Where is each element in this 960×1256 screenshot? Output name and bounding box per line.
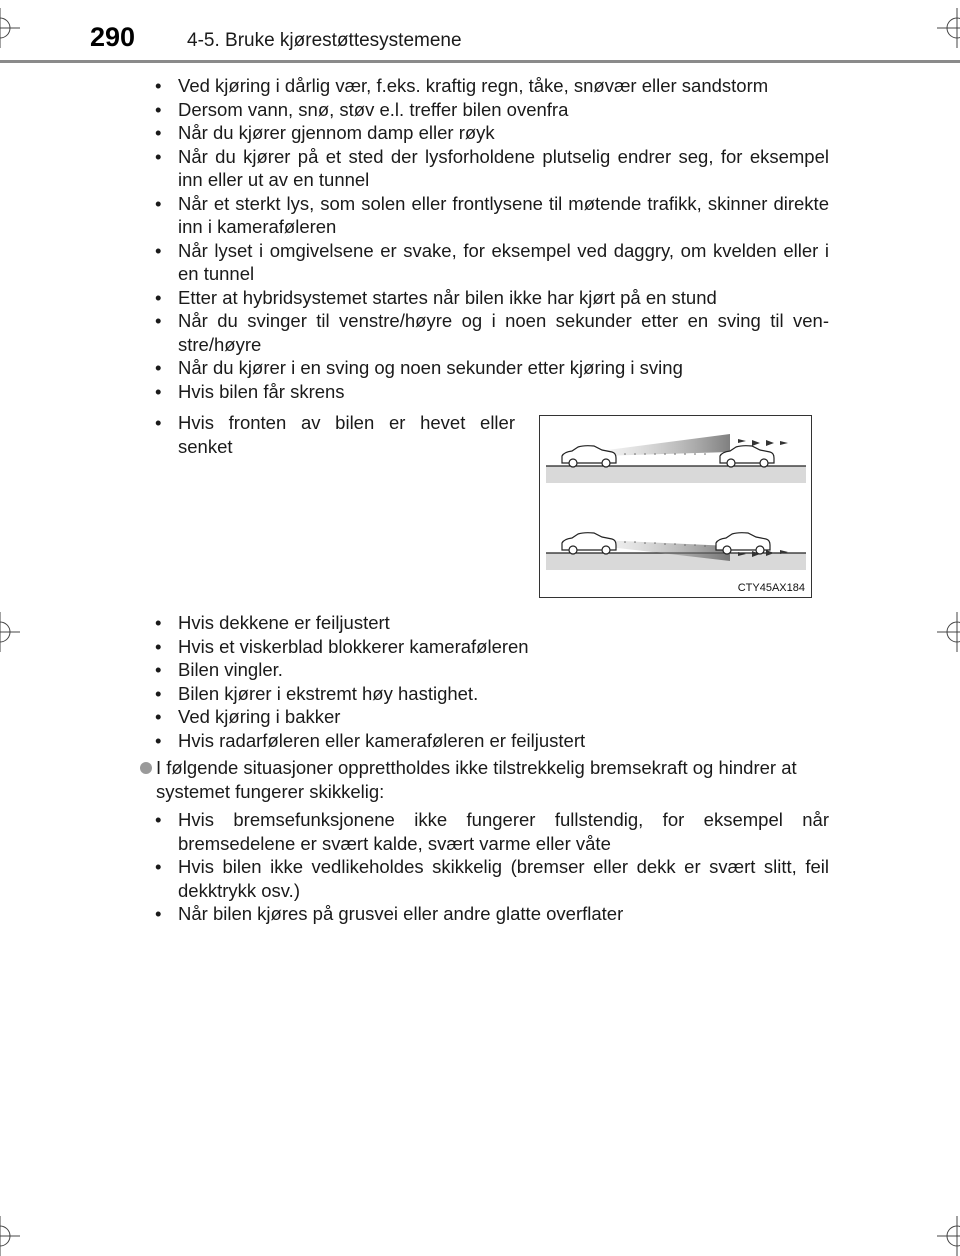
list-item: • Etter at hybridsystemet startes når bilen ikke har kjørt på en stund <box>155 286 829 310</box>
list-item: • Hvis dekkene er feiljustert <box>155 611 829 635</box>
page-header <box>0 0 960 64</box>
bullet-list-figure-side <box>155 411 515 458</box>
list-item: • Når du kjører på et sted der lysforholdene plutselig endrer seg, for eksempel inn eller ut av en tunnel <box>155 145 829 192</box>
list-item: • Hvis bilen får skrens <box>155 380 829 404</box>
list-item: • Når du kjører gjennom damp eller røyk <box>155 121 829 145</box>
list-item: • Bilen kjører i ekstremt høy hastighet. <box>155 682 829 706</box>
bullet-list-middle <box>155 611 829 752</box>
car-icon <box>562 446 616 467</box>
car-icon <box>716 533 770 554</box>
crop-mark-mid-left <box>0 612 20 652</box>
figure-code: CTY45AX184 <box>737 582 805 594</box>
section-title: 4-5. Bruke kjørestøttesystemene <box>187 30 462 51</box>
list-item: • Ved kjøring i dårlig vær, f.eks. kraftig regn, tåke, snøvær eller sandstorm <box>155 74 829 98</box>
section-intro <box>140 756 846 803</box>
crop-mark-bottom-right <box>937 1216 960 1256</box>
crop-mark-bottom-left <box>0 1216 20 1256</box>
list-item: • Hvis radarføleren eller kameraføleren er feiljustert <box>155 729 829 753</box>
list-item: • Når lyset i omgivelsene er svake, for eksempel ved daggry, om kvelden eller i en tunnel <box>155 239 829 286</box>
list-item: • Bilen vingler. <box>155 658 829 682</box>
car-icon <box>562 533 616 554</box>
list-item: • Når et sterkt lys, som solen eller frontlysene til møtende trafikk, skinner direkte inn i kameraføleren <box>155 192 829 239</box>
crop-mark-mid-right <box>937 612 960 652</box>
bullet-list-top <box>155 74 829 403</box>
list-item: • Hvis bilen ikke vedlikeholdes skikkelig (bremser eller dekk er svært slitt, feil dekktrykk osv.) <box>155 855 829 902</box>
list-item: • Når du svinger til venstre/høyre og i noen sekunder etter en sving til ven-stre/høyre <box>155 309 829 356</box>
list-item: • Når bilen kjøres på grusvei eller andre glatte overflater <box>155 902 829 926</box>
list-item: • Hvis bremsefunksjonene ikke fungerer fullstendig, for eksempel når bremsedelene er svært kalde, svært varme eller våte <box>155 808 829 855</box>
list-item: • Ved kjøring i bakker <box>155 705 829 729</box>
section-intro-text: I følgende situasjoner opprettholdes ikke tilstrekkelig bremsekraft og hindrer at systemet fungerer skikkelig: <box>156 757 797 802</box>
illustration-car-radar <box>539 415 812 598</box>
list-item: • Når du kjører i en sving og noen sekunder etter kjøring i sving <box>155 356 829 380</box>
list-item: • Dersom vann, snø, støv e.l. treffer bilen ovenfra <box>155 98 829 122</box>
list-item: • Hvis fronten av bilen er hevet eller senket <box>155 411 515 458</box>
list-item: • Hvis et viskerblad blokkerer kameraføleren <box>155 635 829 659</box>
circle-bullet-icon <box>140 762 152 774</box>
bullet-list-bottom <box>155 808 829 926</box>
page-number: 290 <box>90 22 136 52</box>
car-radar-illustration <box>540 416 811 597</box>
header-rule <box>0 60 960 63</box>
